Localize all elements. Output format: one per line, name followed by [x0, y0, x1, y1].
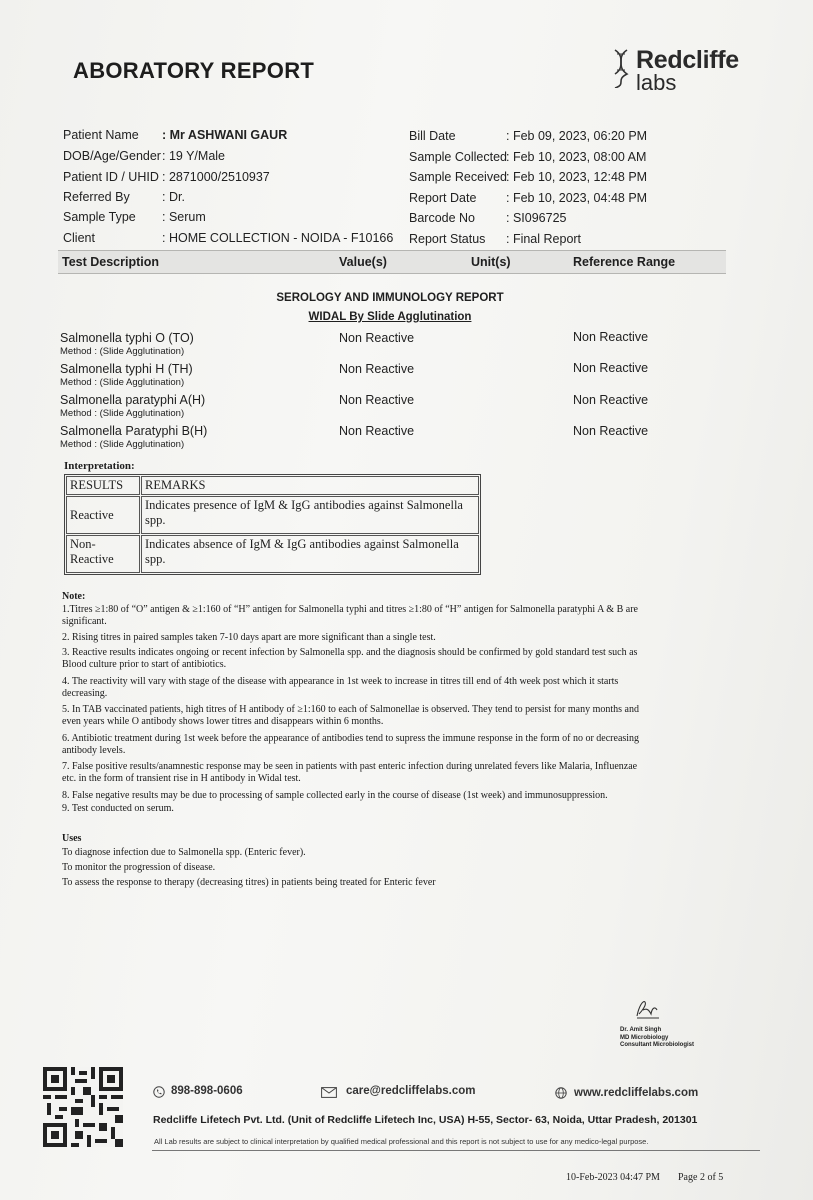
test-reference: Non Reactive: [573, 330, 649, 344]
sample-type-value: : Serum: [162, 210, 206, 224]
report-date-value: : Feb 10, 2023, 04:48 PM: [506, 191, 648, 205]
test-reference: Non Reactive: [573, 361, 649, 375]
test-method: Method : (Slide Agglutination): [60, 408, 185, 419]
sample-received-value: : Feb 10, 2023, 12:48 PM: [506, 170, 648, 184]
table-row: [66, 535, 479, 573]
note-line: 6. Antibiotic treatment during 1st week before the appearance of antibodies tend to supress the immune response in the form of no or decreasing: [62, 733, 640, 744]
interpretation-table: [64, 474, 481, 575]
referred-by-value: : Dr.: [162, 190, 185, 204]
result-cell: Non-Reactive: [66, 535, 140, 573]
client-label: Client: [63, 231, 95, 245]
bill-date-value: : Feb 09, 2023, 06:20 PM: [506, 129, 648, 143]
barcode-value: : SI096725: [506, 211, 567, 225]
uses-line: To assess the response to therapy (decreasing titres) in patients being treated for Enteric fever: [62, 877, 436, 888]
test-value: Non Reactive: [339, 393, 415, 407]
bill-date-label: Bill Date: [409, 129, 456, 143]
footer-email: care@redcliffelabs.com: [346, 1085, 476, 1097]
remark-cell: Indicates presence of IgM & IgG antibodies against Salmonella spp.: [141, 496, 479, 534]
test-value: Non Reactive: [339, 424, 415, 438]
col-test-description: Test Description: [62, 255, 160, 269]
referred-by-label: Referred By: [63, 190, 130, 204]
test-method: Method : (Slide Agglutination): [60, 439, 185, 450]
note-line: 7. False positive results/anamnestic response may be seen in patients with past enteric infection during unrelated fevers like Malaria, Influenzae: [62, 761, 638, 772]
sample-type-label: Sample Type: [63, 210, 136, 224]
note-line: 3. Reactive results indicates ongoing or recent infection by Salmonella spp. and the diagnosis should be confirmed by gold standard test such as: [62, 647, 638, 658]
doctor-qualification: MD Microbiology: [620, 1034, 669, 1041]
sample-received-label: Sample Received: [409, 170, 507, 184]
footer-divider: [152, 1150, 760, 1151]
brand-logo: [612, 44, 762, 94]
note-line: 8. False negative results may be due to processing of sample collected early in the course of disease (1st week) and immunosuppression.: [62, 790, 608, 801]
phone-icon: [153, 1086, 165, 1098]
notes-heading: Note:: [62, 591, 86, 602]
test-name: Salmonella Paratyphi B(H): [60, 424, 208, 438]
results-header: [58, 250, 726, 274]
test-value: Non Reactive: [339, 331, 415, 345]
dob-value: : 19 Y/Male: [162, 149, 226, 163]
patient-name-label: Patient Name: [63, 128, 139, 142]
printed-timestamp: 10-Feb-2023 04:47 PM: [566, 1172, 660, 1183]
dob-label: DOB/Age/Gender: [63, 149, 161, 163]
col-units: Unit(s): [471, 255, 511, 269]
globe-icon: [555, 1087, 567, 1099]
footer-phone: 898-898-0606: [171, 1085, 243, 1097]
note-line: 9. Test conducted on serum.: [62, 803, 174, 814]
report-status-value: : Final Report: [506, 232, 582, 246]
table-header-results: RESULTS: [66, 476, 140, 495]
doctor-designation: Consultant Microbiologist: [620, 1042, 694, 1048]
note-line: significant.: [62, 616, 107, 627]
remark-cell: Indicates absence of IgM & IgG antibodies against Salmonella spp.: [141, 535, 479, 573]
note-line: etc. in the form of transient rise in H antibody in Widal test.: [62, 773, 301, 784]
test-method: Method : (Slide Agglutination): [60, 346, 185, 357]
note-line: 2. Rising titres in paired samples taken 7-10 days apart are more significant than a single test.: [62, 632, 436, 643]
test-method: Method : (Slide Agglutination): [60, 377, 185, 388]
disclaimer: All Lab results are subject to clinical interpretation by qualified medical professional and this report is not subject to use for any medico-legal purpose.: [154, 1137, 649, 1146]
dna-logo-icon: [612, 48, 630, 88]
report-title: ABORATORY REPORT: [73, 58, 315, 83]
page-number: Page 2 of 5: [678, 1172, 724, 1183]
email-icon: [321, 1087, 337, 1098]
col-reference-range: Reference Range: [573, 255, 676, 269]
note-line: 4. The reactivity will vary with stage of the disease with appearance in 1st week to increase in titres till end of 4th week post which it starts: [62, 676, 619, 687]
test-name: Salmonella paratyphi A(H): [60, 393, 206, 407]
doctor-signature: [620, 1027, 694, 1050]
uses-line: To diagnose infection due to Salmonella spp. (Enteric fever).: [62, 847, 306, 858]
company-address: Redcliffe Lifetech Pvt. Ltd. (Unit of Redcliffe Lifetech Inc, USA) H-55, Sector- 63, Noida, Uttar Pradesh, 201301: [153, 1114, 698, 1126]
table-header-remarks: REMARKS: [141, 476, 479, 495]
uses-heading: Uses: [62, 833, 82, 844]
test-name: Salmonella typhi O (TO): [60, 331, 194, 345]
note-line: decreasing.: [62, 688, 108, 699]
table-row: [66, 476, 479, 495]
note-line: even years while O antibody shows lower titres and disappears within 6 months.: [62, 716, 384, 727]
qr-code: [43, 1067, 123, 1147]
report-date-label: Report Date: [409, 191, 477, 205]
sample-collected-value: : Feb 10, 2023, 08:00 AM: [506, 150, 647, 164]
report-status-label: Report Status: [409, 232, 486, 246]
uses-line: To monitor the progression of disease.: [62, 862, 216, 873]
patient-name-value: : Mr ASHWANI GAUR: [162, 128, 288, 142]
section-subtitle: WIDAL By Slide Agglutination: [308, 311, 472, 323]
brand-name: Redcliffe: [636, 46, 739, 74]
col-values: Value(s): [339, 255, 387, 269]
table-row: [66, 496, 479, 534]
signature-scribble: [633, 996, 663, 1022]
test-reference: Non Reactive: [573, 393, 649, 407]
section-title: SEROLOGY AND IMMUNOLOGY REPORT: [276, 292, 504, 304]
note-line: 1.Titres ≥1:80 of “O” antigen & ≥1:160 of “H” antigen for Salmonella typhi and titres ≥1:80 of “H” antigen for Salmonella paratyphi A & B are: [62, 604, 638, 615]
footer-website: www.redcliffelabs.com: [574, 1087, 699, 1099]
test-name: Salmonella typhi H (TH): [60, 362, 193, 376]
brand-sub: labs: [636, 70, 677, 95]
patient-id-value: : 2871000/2510937: [162, 170, 270, 184]
interpretation-label: Interpretation:: [64, 460, 135, 472]
sample-collected-label: Sample Collected: [409, 150, 507, 164]
note-line: Blood culture prior to start of antibiotics.: [62, 659, 227, 670]
test-value: Non Reactive: [339, 362, 415, 376]
doctor-name: Dr. Amit Singh: [620, 1027, 662, 1033]
patient-id-label: Patient ID / UHID: [63, 170, 159, 184]
note-line: 5. In TAB vaccinated patients, high titres of H antibody of ≥1:160 to each of Salmonellae is observed. They tend to persist for many months and: [62, 704, 639, 715]
result-cell: Reactive: [66, 496, 140, 534]
client-value: : HOME COLLECTION - NOIDA - F10166: [162, 231, 394, 245]
note-line: antibody levels.: [62, 745, 126, 756]
barcode-label: Barcode No: [409, 211, 476, 225]
test-reference: Non Reactive: [573, 424, 649, 438]
